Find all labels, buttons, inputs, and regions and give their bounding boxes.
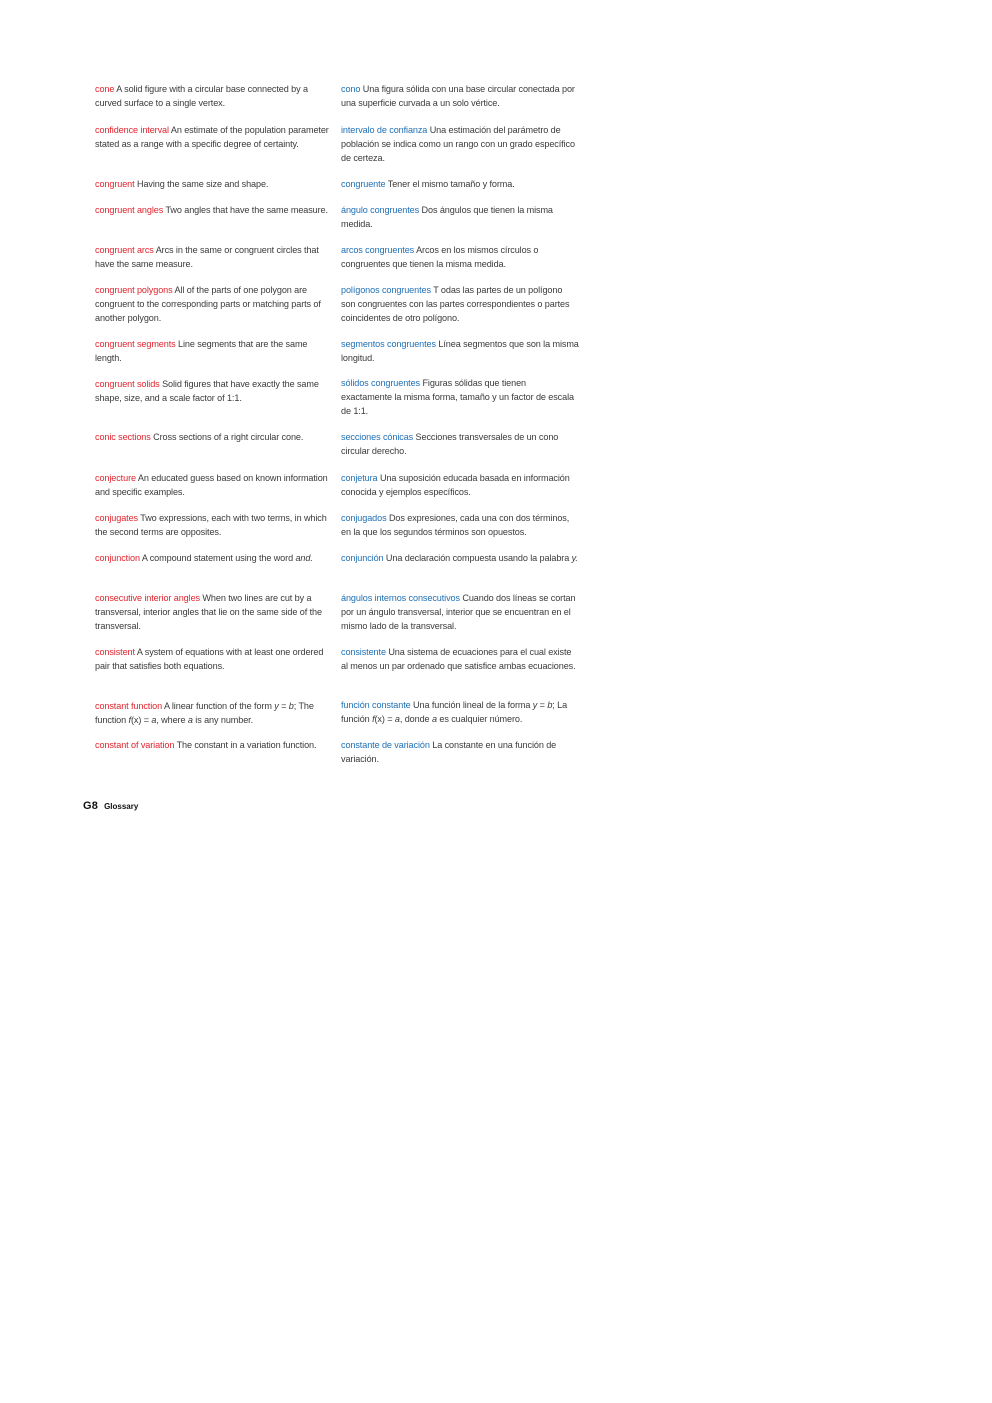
math-variable: f	[128, 715, 131, 725]
glossary-entry-en	[95, 337, 333, 365]
glossary-entry-es	[341, 430, 579, 458]
glossary-definition: Dos ángulos que tienen la misma medida.	[341, 205, 553, 229]
glossary-term: conjugados	[341, 513, 387, 523]
glossary-definition: Secciones transversales de un cono circular derecho.	[341, 432, 559, 456]
glossary-entry-es	[341, 243, 579, 271]
glossary-definition: Una función lineal de la forma	[413, 700, 531, 710]
glossary-entry-es	[341, 123, 579, 165]
glossary-entry-es	[341, 591, 579, 633]
glossary-term: consistente	[341, 647, 386, 657]
glossary-definition: An estimate of the population parameter stated as a range with a specific degree of certainty.	[95, 125, 329, 149]
glossary-entry-es	[341, 283, 579, 325]
glossary-definition: A linear function of the form	[164, 701, 272, 711]
glossary-term: conjunción	[341, 553, 384, 563]
glossary-term: función constante	[341, 700, 411, 710]
glossary-entry-en	[95, 377, 333, 405]
math-variable: a	[394, 714, 400, 724]
glossary-term: segmentos congruentes	[341, 339, 436, 349]
glossary-entry-es	[341, 203, 579, 231]
glossary-definition: Arcos en los mismos círculos o congruentes que tienen la misma medida.	[341, 245, 539, 269]
glossary-term: constant function	[95, 701, 163, 711]
glossary-term: intervalo de confianza	[341, 125, 428, 135]
glossary-definition: Having the same size and shape.	[136, 179, 269, 189]
glossary-term: congruent solids	[95, 379, 160, 389]
glossary-definition: Línea segmentos que son la misma longitud.	[341, 339, 579, 363]
glossary-definition: Cuando dos líneas se cortan por un ángulo transversal, interior que se encuentran en el mismo lado de la transversal.	[341, 593, 576, 631]
math-operator: =	[143, 715, 149, 725]
glossary-definition: Una declaración compuesta usando la palabra	[385, 553, 570, 563]
glossary-definition: , donde	[399, 714, 430, 724]
glossary-term: ángulos internos consecutivos	[341, 593, 460, 603]
math-operator: =	[539, 700, 545, 710]
glossary-definition: Una sistema de ecuaciones para el cual existe al menos un par ordenado que satisfice ambas ecuaciones.	[341, 647, 576, 671]
math-argument: (x)	[374, 714, 385, 724]
glossary-definition: A solid figure with a circular base connected by a curved surface to a single vertex.	[95, 84, 308, 108]
glossary-term: constant of variation	[95, 740, 175, 750]
glossary-entry-es	[341, 376, 579, 418]
glossary-entry-en	[95, 511, 333, 539]
glossary-term: conjunction	[95, 553, 140, 563]
glossary-entry-en	[95, 471, 333, 499]
math-variable: f	[372, 714, 375, 724]
section-title: Glossary	[104, 802, 139, 811]
glossary-entry-es	[341, 82, 579, 110]
glossary-term: conjetura	[341, 473, 378, 483]
glossary-entry-en	[95, 177, 333, 191]
page-footer	[83, 796, 138, 814]
glossary-term: cone	[95, 84, 115, 94]
glossary-term: congruente	[341, 179, 386, 189]
glossary-entry-en	[95, 591, 333, 633]
glossary-definition: Una estimación del parámetro de población se indica como un rango con un grado específico de certeza.	[341, 125, 575, 163]
glossary-entry-en	[95, 243, 333, 271]
glossary-entry-en	[95, 645, 333, 673]
glossary-term: sólidos congruentes	[341, 378, 420, 388]
math-argument: (x)	[130, 715, 142, 725]
glossary-definition: Tener el mismo tamaño y forma.	[387, 179, 515, 189]
math-operator: =	[387, 714, 393, 724]
glossary-definition: Figuras sólidas que tienen exactamente la misma forma, tamaño y un factor de escala de 1:1.	[341, 378, 574, 416]
glossary-definition-italic: y.	[571, 553, 578, 563]
glossary-entry-es	[341, 698, 579, 726]
glossary-term: congruent arcs	[95, 245, 154, 255]
glossary-definition-italic: and.	[295, 553, 313, 563]
glossary-term: conic sections	[95, 432, 151, 442]
glossary-definition: is any number.	[195, 715, 254, 725]
glossary-definition: Two expressions, each with two terms, in which the second terms are opposites.	[95, 513, 327, 537]
glossary-entry-es	[341, 511, 579, 539]
glossary-definition: When two lines are cut by a transversal, interior angles that lie on the same side of the transversal.	[95, 593, 322, 631]
glossary-entry-en	[95, 430, 333, 444]
math-variable: y	[274, 701, 279, 711]
glossary-term: consecutive interior angles	[95, 593, 200, 603]
glossary-definition: Two angles that have the same measure.	[165, 205, 328, 215]
glossary-term: congruent	[95, 179, 135, 189]
glossary-entry-es	[341, 471, 579, 499]
glossary-definition: , where	[156, 715, 186, 725]
glossary-term: congruent angles	[95, 205, 164, 215]
glossary-definition: Arcs in the same or congruent circles that have the same measure.	[95, 245, 319, 269]
glossary-term: arcos congruentes	[341, 245, 415, 255]
glossary-entry-en	[95, 82, 333, 110]
glossary-term: consistent	[95, 647, 135, 657]
math-variable: a	[187, 715, 193, 725]
glossary-term: confidence interval	[95, 125, 169, 135]
math-variable: y	[532, 700, 538, 710]
glossary-definition: Una figura sólida con una base circular conectada por una superficie curvada a un solo vértice.	[341, 84, 575, 108]
glossary-term: conjugates	[95, 513, 138, 523]
glossary-entry-es	[341, 551, 579, 565]
glossary-entry-es	[341, 177, 579, 191]
glossary-definition: Solid figures that have exactly the same shape, size, and a scale factor of 1:1.	[95, 379, 319, 403]
glossary-term: cono	[341, 84, 361, 94]
glossary-entry-es	[341, 738, 579, 766]
page-number: G8	[83, 800, 99, 812]
glossary-definition: Una suposición educada basada en información conocida y ejemplos específicos.	[341, 473, 570, 497]
math-operator: =	[281, 701, 287, 711]
glossary-entry-en	[95, 203, 333, 217]
glossary-term: polígonos congruentes	[341, 285, 431, 295]
glossary-definition: An educated guess based on known information and specific examples.	[95, 473, 328, 497]
math-variable: a	[431, 714, 437, 724]
math-variable: b	[288, 701, 294, 711]
math-variable: b	[547, 700, 553, 710]
glossary-definition: A system of equations with at least one ordered pair that satisfies both equations.	[95, 647, 324, 671]
glossary-entry-en	[95, 123, 333, 151]
glossary-term: ángulo congruentes	[341, 205, 420, 215]
glossary-definition: A compound statement using the word	[141, 553, 294, 563]
glossary-definition: Cross sections of a right circular cone.	[153, 432, 304, 442]
glossary-entry-en	[95, 551, 333, 565]
glossary-entry-en	[95, 699, 333, 727]
glossary-entry-en	[95, 738, 333, 752]
glossary-entry-es	[341, 645, 579, 673]
math-variable: a	[151, 715, 157, 725]
glossary-term: congruent polygons	[95, 285, 173, 295]
glossary-definition: La constante en una función de variación.	[341, 740, 557, 764]
glossary-entry-es	[341, 337, 579, 365]
glossary-definition: The constant in a variation function.	[176, 740, 317, 750]
glossary-definition: ; La función	[341, 700, 568, 724]
glossary-term: conjecture	[95, 473, 136, 483]
glossary-definition: Line segments that are the same length.	[95, 339, 308, 363]
glossary-definition: es cualquier número.	[439, 714, 523, 724]
glossary-entry-en	[95, 283, 333, 325]
glossary-definition: ; The function	[95, 701, 314, 725]
glossary-definition: All of the parts of one polygon are congruent to the corresponding parts or matching parts of another polygon.	[95, 285, 321, 323]
glossary-definition: T odas las partes de un polígono son congruentes con las partes correspondientes o partes coincidentes de otro polígono.	[341, 285, 570, 323]
glossary-definition: Dos expresiones, cada una con dos términos, en la que los segundos términos son opuestos.	[341, 513, 570, 537]
glossary-term: constante de variación	[341, 740, 430, 750]
glossary-term: secciones cónicas	[341, 432, 414, 442]
glossary-term: congruent segments	[95, 339, 176, 349]
